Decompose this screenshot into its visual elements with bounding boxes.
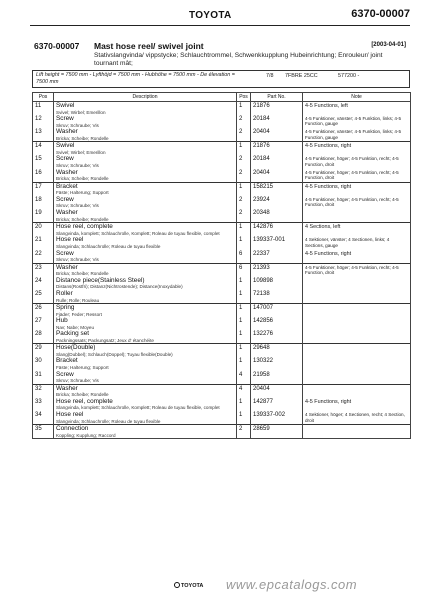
spec-serial: 577200 -: [338, 73, 360, 79]
row-part-no: 20404: [251, 384, 303, 398]
row-part-no: 139337-002: [251, 411, 303, 425]
row-part-translations: Slangvinda, komplett; Schlauchrolle, Komplett; Roleau de tuyau flexible, complet: [56, 230, 220, 236]
row-qty: 1: [237, 317, 251, 330]
row-note-text: 4 Sektioner, vänster; 4 Sectionen, links; 4 Sections, gauge: [305, 237, 390, 248]
row-part-name: Hose reel: [56, 411, 84, 419]
row-part-name: Screw: [56, 115, 74, 122]
row-note: [303, 115, 411, 128]
row-note: [303, 425, 411, 439]
row-description: [54, 277, 237, 290]
table-row: [33, 169, 411, 183]
row-part-no: 20404: [251, 169, 303, 183]
row-description: [54, 128, 237, 142]
table-row: [33, 290, 411, 304]
row-description: [54, 250, 237, 264]
row-note: [303, 250, 411, 264]
table-row: [33, 182, 411, 196]
row-pos: 31: [33, 371, 54, 385]
row-part-name: Connection: [56, 425, 89, 433]
row-part-name: Swivel: [56, 142, 75, 150]
row-part-no: 72138: [251, 290, 303, 304]
row-part-name: Hose reel, complete: [56, 397, 113, 405]
row-qty: 1: [237, 344, 251, 358]
row-part-name: Screw: [56, 155, 74, 163]
row-pos: 34: [33, 411, 54, 425]
table-row: [33, 344, 411, 358]
row-description: [54, 263, 237, 277]
row-part-name: Hose(Double): [56, 344, 96, 352]
row-qty: 1: [237, 102, 251, 116]
row-part-no: 130322: [251, 357, 303, 370]
row-pos: 17: [33, 182, 54, 196]
row-pos: 27: [33, 317, 54, 330]
table-row: [33, 425, 411, 439]
watermark: www.epcatalogs.com: [226, 577, 358, 592]
row-part-name: Hub: [56, 316, 68, 324]
row-description: [54, 344, 237, 358]
row-part-name: Screw: [56, 195, 74, 203]
row-qty: 2: [237, 115, 251, 128]
row-pos: 22: [33, 250, 54, 264]
row-note-text: 4-5 Funktioner, höger; 4-5 Funktion, recht; 4-5 Function, droit: [305, 156, 399, 167]
row-note: [303, 209, 411, 223]
row-part-name: Screw: [56, 249, 74, 257]
column-pos: Pos: [33, 93, 54, 102]
page-code: 6370-00007: [351, 8, 410, 20]
row-part-name: Roller: [56, 289, 73, 297]
row-note: [303, 102, 411, 116]
row-description: [54, 398, 237, 411]
row-note-text: [305, 425, 408, 426]
row-note-text: 4-5 Funktioner, vänster; 4-5 Funktion, links; 4-5 Function, gauge: [305, 116, 402, 127]
row-qty: 1: [237, 330, 251, 344]
row-note-text: [305, 344, 408, 345]
row-note-text: 4 Sektioner, höger; 4 Sectionen, recht; 4 Section, droit: [305, 412, 405, 423]
table-row: [33, 115, 411, 128]
table-row: [33, 357, 411, 370]
row-note: [303, 371, 411, 385]
row-pos: 20: [33, 223, 54, 237]
row-note: [303, 330, 411, 344]
row-note: [303, 169, 411, 183]
column-note: Note: [303, 93, 411, 102]
spec-model-code: 7FBRE 25CC: [285, 73, 318, 79]
row-part-translations: Skruv; Schraube; Vis: [56, 203, 99, 209]
row-part-no: 28659: [251, 425, 303, 439]
row-note: [303, 411, 411, 425]
row-note-text: [305, 290, 408, 291]
row-part-translations: Svivel; Wirbel; Emerillon: [56, 109, 106, 115]
row-note-text: [305, 357, 408, 358]
row-note-text: 4-5 Functions, right: [305, 143, 352, 150]
row-description: [54, 357, 237, 370]
row-part-no: 142876: [251, 223, 303, 237]
column-part-no: Part No.: [251, 93, 303, 102]
table-row: [33, 303, 411, 317]
row-qty: 1: [237, 142, 251, 156]
table-header: [33, 93, 411, 102]
row-part-translations: Skruv; Schraube; Vis: [56, 378, 99, 384]
row-description: [54, 182, 237, 196]
row-part-name: Swivel: [56, 102, 75, 109]
row-note-text: [305, 317, 408, 318]
row-note: [303, 263, 411, 277]
row-description: [54, 303, 237, 317]
spec-lift-height: Lift height = 7500 mm - Lyfthöjd = 7500 mm - Hubhöhe = 7500 mm - De élevation = 7500 mm: [36, 72, 235, 85]
row-pos: 16: [33, 169, 54, 183]
row-part-translations: Skruv; Schraube; Vis: [56, 162, 99, 168]
row-description: [54, 317, 237, 330]
row-qty: 4: [237, 384, 251, 398]
row-pos: 14: [33, 142, 54, 156]
row-part-translations: Skruv; Schraube; Vis: [56, 257, 99, 263]
table-row: [33, 398, 411, 411]
row-description: [54, 209, 237, 223]
row-part-translations: Bricka; Scheibe; Rondelle: [56, 216, 109, 222]
row-pos: 13: [33, 128, 54, 142]
table-row: [33, 236, 411, 249]
row-part-name: Bracket: [56, 357, 78, 365]
row-pos: 29: [33, 344, 54, 358]
row-part-no: 29648: [251, 344, 303, 358]
table-row: [33, 102, 411, 116]
row-qty: 1: [237, 411, 251, 425]
section-date: [2003-04-01]: [371, 42, 406, 48]
row-note-text: 4-5 Functions, right: [305, 250, 352, 257]
row-part-name: Washer: [56, 128, 78, 136]
table-row: [33, 196, 411, 209]
row-note: [303, 277, 411, 290]
row-note-text: [305, 304, 408, 305]
row-note: [303, 236, 411, 249]
row-part-name: Washer: [56, 209, 78, 217]
section-subtitle: Stativslangvinda/ vippstycke; Schlauchtrommel, Schwenkkupplung Hubeinrichtung; Enrouleur/ joint tournant mât;: [94, 52, 383, 68]
table-row: [33, 384, 411, 398]
row-qty: 1: [237, 277, 251, 290]
row-part-translations: Bricka; Scheibe; Rondelle: [56, 271, 109, 277]
row-part-no: 22337: [251, 250, 303, 264]
row-description: [54, 155, 237, 168]
row-part-no: 20404: [251, 128, 303, 142]
table-row: [33, 317, 411, 330]
row-note: [303, 357, 411, 370]
top-divider: [30, 25, 410, 26]
row-part-translations: Bricka; Scheibe; Rondelle: [56, 135, 109, 141]
row-part-no: 109898: [251, 277, 303, 290]
row-part-name: Hose reel: [56, 236, 84, 244]
row-description: [54, 330, 237, 344]
table-row: [33, 371, 411, 385]
row-part-translations: Skruv; Schraube; Vis: [56, 122, 99, 128]
row-part-translations: Bricka; Scheibe; Rondelle: [56, 392, 109, 398]
table-row: [33, 223, 411, 237]
row-description: [54, 196, 237, 209]
row-qty: 1: [237, 182, 251, 196]
row-qty: 2: [237, 155, 251, 168]
row-note-text: 4-5 Functions, left: [305, 103, 348, 109]
row-part-no: 158215: [251, 182, 303, 196]
row-description: [54, 102, 237, 116]
row-part-name: Screw: [56, 370, 74, 378]
row-note-text: [305, 330, 408, 331]
row-part-no: 21876: [251, 142, 303, 156]
row-part-translations: Koppling; Kupplung; Raccord: [56, 432, 116, 438]
row-pos: 28: [33, 330, 54, 344]
table-row: [33, 277, 411, 290]
table-row: [33, 263, 411, 277]
row-part-translations: Slangvinda, komplett; Schlauchrolle, Komplett; Roleau de tuyau flexible, complet: [56, 405, 220, 411]
row-part-translations: Nav; Nabe; Moyeu: [56, 324, 95, 330]
row-description: [54, 290, 237, 304]
row-pos: 33: [33, 398, 54, 411]
row-part-no: 139337-001: [251, 236, 303, 249]
row-description: [54, 142, 237, 156]
parts-table: [32, 92, 411, 439]
row-qty: 6: [237, 263, 251, 277]
row-note-text: [305, 209, 408, 210]
row-part-no: 142856: [251, 317, 303, 330]
spec-model: 7/8: [266, 73, 274, 79]
row-part-name: Distance piece(Stainless Steel): [56, 276, 145, 284]
row-note: [303, 128, 411, 142]
row-description: [54, 371, 237, 385]
row-pos: 24: [33, 277, 54, 290]
row-description: [54, 223, 237, 237]
row-note-text: 4-5 Functions, right: [305, 183, 352, 190]
table-row: [33, 330, 411, 344]
row-note-text: [305, 385, 408, 386]
row-note: [303, 317, 411, 330]
row-part-no: 20184: [251, 155, 303, 168]
row-note: [303, 344, 411, 358]
row-description: [54, 115, 237, 128]
row-part-translations: Slangvinda; Schlauchrolle; Roleau de tuyau flexible: [56, 243, 161, 249]
row-note-text: 4-5 Funktioner, höger; 4-5 Funktion, recht; 4-5 Function, droit: [305, 264, 399, 275]
row-description: [54, 384, 237, 398]
row-description: [54, 425, 237, 439]
row-part-name: Washer: [56, 384, 78, 392]
row-qty: 1: [237, 398, 251, 411]
row-part-translations: Rulle; Rolle; Rouleau: [56, 297, 100, 303]
row-part-translations: Fäste; Halterung; Support: [56, 364, 109, 370]
row-part-translations: Slang(Dubbel); Schlauch(Doppel); Tuyau flexible(Double): [56, 351, 173, 357]
row-part-translations: Packningssats; Packungsatz; Jeux d' étanchéite: [56, 337, 154, 343]
row-part-no: 147007: [251, 303, 303, 317]
row-part-translations: Fäste; Halterung; Support: [56, 190, 109, 196]
row-qty: 1: [237, 223, 251, 237]
row-part-translations: Bricka; Scheibe; Rondelle: [56, 176, 109, 182]
row-part-name: Hose reel, complete: [56, 223, 113, 231]
footer-brand: TOYOTA: [174, 582, 203, 589]
row-qty: 2: [237, 128, 251, 142]
row-qty: 1: [237, 236, 251, 249]
section-title: Mast hose reel/ swivel joint: [94, 41, 204, 51]
row-part-name: Washer: [56, 168, 78, 176]
row-part-no: 142877: [251, 398, 303, 411]
row-qty: 2: [237, 196, 251, 209]
row-description: [54, 169, 237, 183]
row-note-text: 4 Sections, left: [305, 224, 341, 231]
row-part-no: 20348: [251, 209, 303, 223]
row-note: [303, 398, 411, 411]
row-pos: 30: [33, 357, 54, 370]
row-qty: 4: [237, 371, 251, 385]
column-description: Description: [54, 93, 237, 102]
row-part-no: 132276: [251, 330, 303, 344]
column-qty: Pos: [237, 93, 251, 102]
row-part-translations: Fjäder; Feder; Ressort: [56, 311, 102, 317]
row-note-text: 4-5 Funktioner, höger; 4-5 Funktion, recht; 4-5 Function, droit: [305, 169, 399, 181]
row-pos: 35: [33, 425, 54, 439]
table-row: [33, 155, 411, 168]
table-row: [33, 128, 411, 142]
table-row: [33, 142, 411, 156]
row-note: [303, 196, 411, 209]
row-qty: 1: [237, 357, 251, 370]
row-part-name: Bracket: [56, 182, 78, 190]
row-note-text: [305, 371, 408, 372]
row-note: [303, 384, 411, 398]
row-pos: 32: [33, 384, 54, 398]
table-row: [33, 250, 411, 264]
row-qty: 1: [237, 290, 251, 304]
row-note: [303, 142, 411, 156]
row-pos: 23: [33, 263, 54, 277]
row-part-translations: Distans(Rostfri); Distanz(Nichtrostende); Distance(Inoxydable): [56, 284, 183, 290]
row-note: [303, 155, 411, 168]
row-qty: 2: [237, 169, 251, 183]
brand-title: TOYOTA: [189, 10, 232, 21]
spec-box: [32, 70, 410, 88]
row-qty: 1: [237, 303, 251, 317]
table-row: [33, 209, 411, 223]
row-note-text: [305, 277, 408, 278]
row-pos: 26: [33, 303, 54, 317]
row-pos: 25: [33, 290, 54, 304]
row-part-no: 20184: [251, 115, 303, 128]
row-qty: 6: [237, 250, 251, 264]
section-code: 6370-00007: [34, 41, 80, 51]
row-qty: 2: [237, 209, 251, 223]
row-pos: 21: [33, 236, 54, 249]
row-note-text: 4-5 Functions, right: [305, 398, 352, 405]
row-description: [54, 236, 237, 249]
toyota-logo-icon: [174, 582, 180, 588]
table-row: [33, 411, 411, 425]
row-part-no: 23924: [251, 196, 303, 209]
row-part-name: Packing set: [56, 330, 90, 338]
row-pos: 15: [33, 155, 54, 168]
row-note-text: 4-5 Funktioner, höger; 4-5 Funktion, recht; 4-5 Function, droit: [305, 196, 399, 208]
row-note: [303, 290, 411, 304]
row-part-name: Washer: [56, 263, 78, 271]
row-pos: 12: [33, 115, 54, 128]
row-description: [54, 411, 237, 425]
row-part-no: 21393: [251, 263, 303, 277]
row-note: [303, 223, 411, 237]
row-pos: 18: [33, 196, 54, 209]
row-pos: 11: [33, 102, 54, 116]
row-part-translations: Svivel; Wirbel; Emerillon: [56, 149, 106, 155]
row-note: [303, 182, 411, 196]
row-part-name: Spring: [56, 303, 75, 311]
row-pos: 19: [33, 209, 54, 223]
row-part-no: 21958: [251, 371, 303, 385]
row-part-no: 21876: [251, 102, 303, 116]
row-qty: 2: [237, 425, 251, 439]
row-note: [303, 303, 411, 317]
row-note-text: 4-5 Funktioner, vänster; 4-5 Funktion, links; 4-5 Function, gauge: [305, 129, 402, 140]
row-part-translations: Slangvinda; Schlauchrolle; Roleau de tuyau flexible: [56, 418, 161, 424]
